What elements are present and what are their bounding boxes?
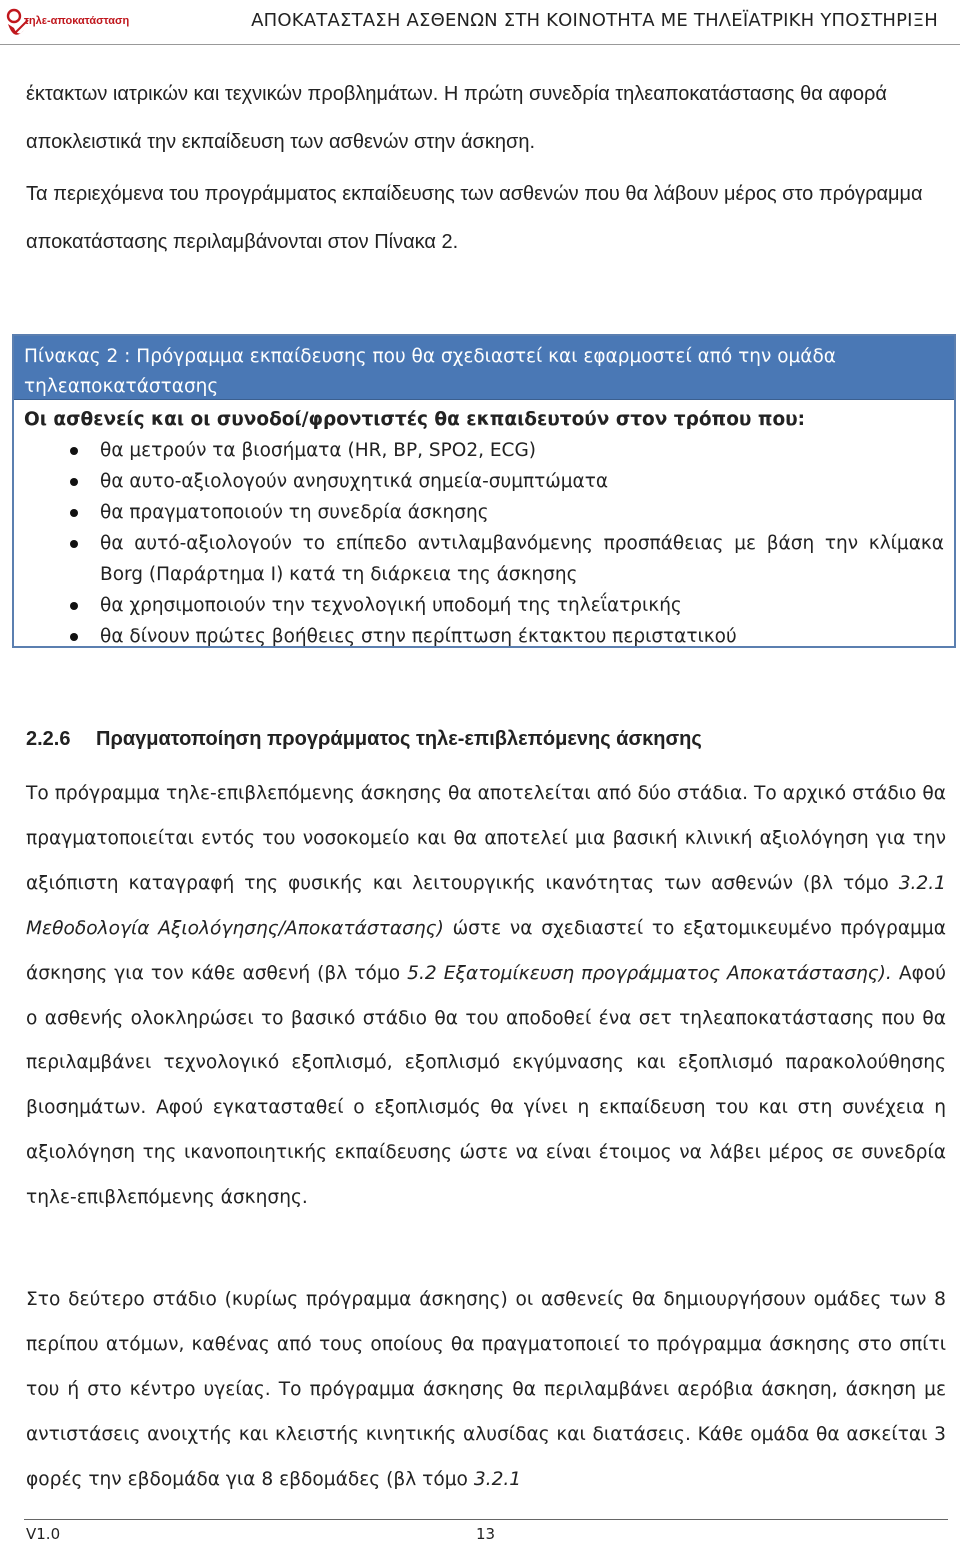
list-item: θα πραγματοποιούν τη συνεδρία άσκησης — [24, 497, 944, 528]
list-item: θα μετρούν τα βιοσήματα (HR, BP, SPO2, ECG) — [24, 435, 944, 466]
section-title: Πραγματοποίηση προγράμματος τηλε-επιβλεπόμενης άσκησης — [96, 728, 702, 750]
svg-text:τηλε-αποκατάσταση: τηλε-αποκατάσταση — [24, 15, 130, 27]
section-number: 2.2.6 — [26, 728, 71, 750]
header-divider — [0, 44, 960, 45]
reference-link: 3.2.1 Μεθοδολογία Αξιολόγησης/Αποκατάστασης) — [26, 872, 946, 939]
list-item: θα δίνουν πρώτες βοήθειες στην περίπτωση έκτακτου περιστατικού — [24, 621, 944, 652]
bullet-icon — [70, 633, 78, 641]
footer-version: V1.0 — [26, 1525, 61, 1543]
reference-link: 5.2 Εξατομίκευση προγράμματος Αποκατάστασης). — [407, 962, 892, 984]
table-body — [14, 400, 954, 652]
list-item: θα αυτό-αξιολογούν το επίπεδο αντιλαμβανόμενης προσπάθειας με βάση την κλίμακα Borg (Παράρτημα Ι) κατά τη διάρκεια της άσκησης — [24, 528, 944, 590]
list-item: θα αυτο-αξιολογούν ανησυχητικά σημεία-συμπτώματα — [24, 466, 944, 497]
paragraph-training-contents: Τα περιεχόμενα του προγράμματος εκπαίδευσης των ασθενών που θα λάβουν μέρος στο πρόγραμμα αποκατάστασης περιλαμβάνονται στον Πίνακα 2. — [26, 183, 923, 253]
paragraph-first-stage: Το πρόγραμμα τηλε-επιβλεπόμενης άσκησης θα αποτελείται από δύο στάδια. Το αρχικό στάδιο θα πραγματοποιείται εντός του νοσοκομείο και θα αποτελεί μια βασική κλινική αξιολόγηση για την αξιόπιστη καταγραφή της φυσικής και λειτουργικής ικανότητας των ασθενών (βλ τόμο 3.2.1 Μεθοδολογία Αξιολόγησης/Αποκατάστασης) ώστε να σχεδιαστεί το εξατομικευμένο πρόγραμμα άσκησης για τον κάθε ασθενή (βλ τόμο 5.2 Εξατομίκευση προγράμματος Αποκατάστασης). Αφού ο ασθενής ολοκληρώσει το βασικό στάδιο θα του αποδοθεί ένα σετ τηλεαποκατάστασης που θα περιλαμβάνει τεχνολογικό εξοπλισμό, εξοπλισμό εκγύμνασης και εξοπλισμό παρακολούθησης βιοσημάτων. Αφού εγκατασταθεί ο εξοπλισμός θα γίνει η εκπαίδευση του και στη συνέχεια η αξιολόγηση της ικανοποιητικής εκπαίδευσης ώστε να είναι έτοιμος να λάβει μέρος σε συνεδρία τηλε-επιβλεπόμενης άσκησης. — [26, 783, 946, 1209]
reference-link: 3.2.1 — [473, 1468, 522, 1490]
section-heading — [26, 728, 702, 751]
paragraph-emergency-training: έκτακτων ιατρικών και τεχνικών προβλημάτων. Η πρώτη συνεδρία τηλεαποκατάστασης θα αφορά αποκλειστικά την εκπαίδευση των ασθενών στην άσκηση. — [26, 83, 887, 153]
bullet-icon — [70, 540, 78, 548]
bullet-icon — [70, 602, 78, 610]
page-header — [0, 0, 960, 46]
table-intro: Οι ασθενείς και οι συνοδοί/φροντιστές θα εκπαιδευτούν στον τρόπου που: — [24, 409, 806, 430]
table-caption: Πίνακας 2 : Πρόγραμμα εκπαίδευσης που θα σχεδιαστεί και εφαρμοστεί από την ομάδα τηλεαποκατάστασης — [14, 336, 954, 400]
bullet-icon — [70, 478, 78, 486]
page-number: 13 — [476, 1525, 496, 1543]
bullet-icon — [70, 447, 78, 455]
bullet-icon — [70, 509, 78, 517]
list-item: θα χρησιμοποιούν την τεχνολογική υποδομή της τηλεΐατρικής — [24, 590, 944, 621]
training-items-list — [24, 435, 944, 652]
training-program-table — [12, 334, 956, 648]
header-title: ΑΠΟΚΑΤΑΣΤΑΣΗ ΑΣΘΕΝΩΝ ΣΤΗ ΚΟΙΝΟΤΗΤΑ ΜΕ ΤΗΛΕΪΑΤΡΙΚΗ ΥΠΟΣΤΗΡΙΞΗ — [251, 10, 938, 31]
paragraph-second-stage: Στο δεύτερο στάδιο (κυρίως πρόγραμμα άσκησης) οι ασθενείς θα δημιουργήσουν ομάδες των 8 περίπου ατόμων, καθένας από τους οποίους θα πραγματοποιεί το πρόγραμμα άσκησης στο σπίτι του ή στο κέντρο υγείας. Το πρόγραμμα άσκησης θα περιλαμβάνει αερόβια άσκηση, άσκηση με αντιστάσεις ανοιχτής και κλειστής κινητικής αλυσίδας και διατάσεις. Κάθε ομάδα θα ασκείται 3 φορές την εβδομάδα για 8 εβδομάδες (βλ τόμο 3.2.1 — [26, 1289, 946, 1490]
footer-divider — [24, 1519, 948, 1520]
logo — [4, 2, 130, 42]
